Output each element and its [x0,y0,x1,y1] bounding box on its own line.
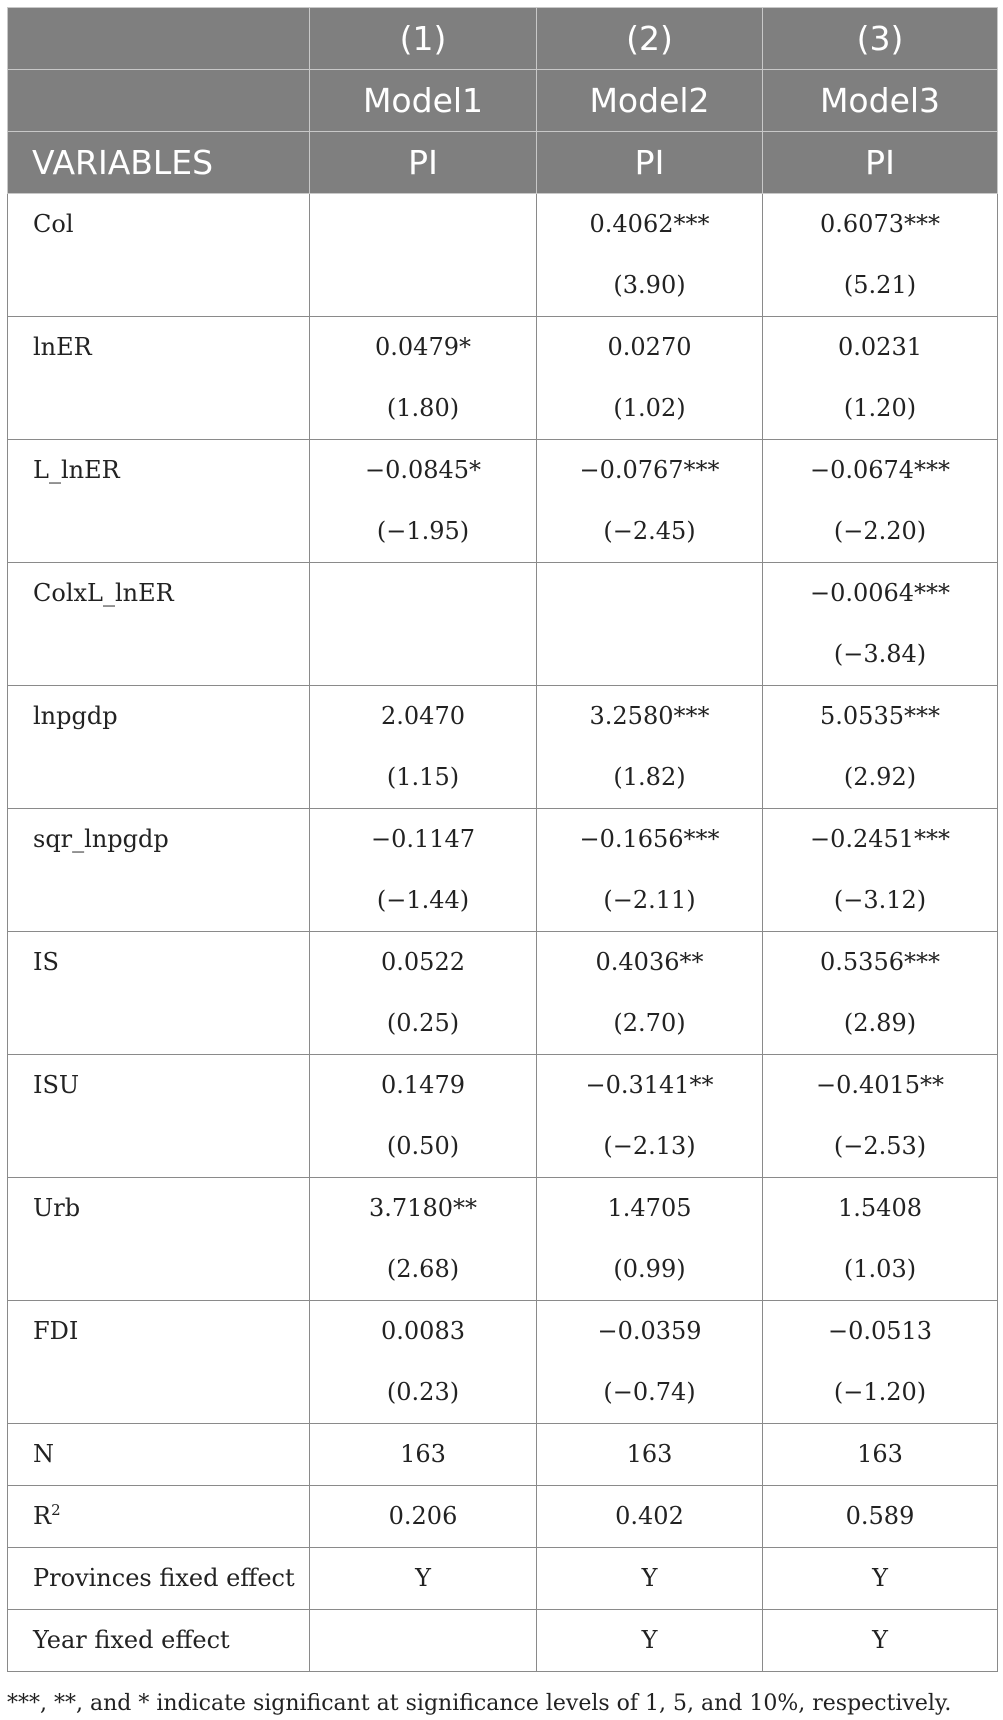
coefficient: 1.4705 [607,1194,692,1222]
coefficient [537,563,762,624]
t-statistic: (−3.12) [833,886,927,914]
coefficient: −0.2451*** [809,825,951,853]
stat-value-text: Y [415,1564,431,1592]
model3-cell [763,440,998,563]
r-superscript: 2 [51,1501,61,1519]
stat-value [310,1548,537,1610]
stat-row-year-fe [8,1610,998,1672]
header-cell: VARIABLES [8,132,310,194]
header-cell: PI [537,132,763,194]
model3-cell [763,932,998,1055]
t-statistic: (2.89) [843,1009,917,1037]
coefficient: 0.1479 [381,1071,465,1099]
variable-name: L_lnER [33,456,120,484]
stat-label [8,1548,310,1610]
t-statistic: (2.70) [613,1009,686,1037]
model3-cell [763,1301,998,1424]
model2-cell [537,932,763,1055]
model2-cell [537,1178,763,1301]
stat-label-text: N [33,1440,54,1468]
t-statistic: (−2.20) [833,517,927,545]
model1-cell [310,1178,537,1301]
model3-cell [763,1178,998,1301]
stat-value-text: 163 [857,1440,903,1468]
t-statistic: (−3.84) [833,640,927,668]
model1-cell [310,1055,537,1178]
stat-value [310,1610,537,1672]
stat-value [537,1548,763,1610]
coefficient: −0.0767*** [579,456,720,484]
coefficient: 0.0479* [375,333,471,361]
model2-cell [537,563,763,686]
variable-name-cell [8,1301,310,1424]
variable-name: Col [33,210,74,238]
stat-value [763,1548,998,1610]
t-statistic: (−1.95) [376,517,470,545]
t-statistic: (1.20) [843,394,917,422]
model3-cell [763,809,998,932]
coefficient: 0.0522 [381,948,465,976]
stat-value-text: 0.402 [615,1502,684,1530]
table-row [8,1301,998,1424]
t-statistic [310,624,536,685]
stat-value-text: 163 [400,1440,446,1468]
stat-value [310,1486,537,1548]
stat-value [537,1486,763,1548]
t-statistic: (1.03) [843,1255,917,1283]
stat-value-text: Y [872,1626,888,1654]
stat-value-text: 163 [626,1440,673,1468]
t-statistic: (0.50) [386,1132,460,1160]
stat-value [763,1486,998,1548]
table-body [8,194,998,1672]
t-statistic: (2.92) [843,763,917,791]
t-statistic: (1.80) [386,394,460,422]
regression-table-container [7,7,997,1672]
model2-cell [537,317,763,440]
coefficient: −0.3141** [585,1071,714,1099]
table-row [8,194,998,317]
header-row-model-names [8,70,998,132]
t-statistic: (1.02) [613,394,686,422]
model1-cell [310,1301,537,1424]
t-statistic: (0.99) [613,1255,686,1283]
coefficient: 0.5356*** [820,948,940,976]
variable-name-cell [8,1178,310,1301]
coefficient: −0.1147 [370,825,476,853]
variable-name-cell [8,194,310,317]
variable-name-cell [8,809,310,932]
t-statistic: (−2.45) [603,517,696,545]
coefficient: −0.0845* [364,456,482,484]
stat-value [537,1424,763,1486]
r-letter: R [33,1502,52,1530]
variable-name-cell [8,440,310,563]
model3-cell [763,1055,998,1178]
t-statistic [310,255,536,316]
header-cell: Model2 [537,70,763,132]
model2-cell [537,809,763,932]
stat-value [763,1424,998,1486]
stat-value-text [310,1610,536,1671]
t-statistic: (0.25) [386,1009,460,1037]
stat-label-text: Year fixed effect [33,1626,230,1654]
header-row-variables [8,132,998,194]
stat-value-text: Y [872,1564,888,1592]
table-row [8,1178,998,1301]
table-row [8,809,998,932]
coefficient: 0.0270 [607,333,692,361]
t-statistic: (−1.44) [376,886,470,914]
coefficient: 0.0231 [838,333,922,361]
variable-name: ISU [33,1071,80,1099]
t-statistic: (−2.11) [603,886,696,914]
header-cell [8,70,310,132]
model1-cell [310,440,537,563]
stat-row-n [8,1424,998,1486]
coefficient: −0.4015** [815,1071,945,1099]
model1-cell [310,194,537,317]
coefficient: 1.5408 [838,1194,922,1222]
model2-cell [537,194,763,317]
coefficient: 5.0535*** [820,702,940,730]
model2-cell [537,1055,763,1178]
header-row-column-numbers [8,8,998,70]
stat-value-text: 0.206 [388,1502,458,1530]
variable-name: sqr_lnpgdp [33,825,169,853]
t-statistic: (1.15) [386,763,460,791]
header-cell: PI [763,132,998,194]
variable-name-cell [8,932,310,1055]
coefficient: −0.1656*** [579,825,720,853]
variable-name-cell [8,686,310,809]
model2-cell [537,1301,763,1424]
table-row [8,563,998,686]
model3-cell [763,317,998,440]
table-row [8,932,998,1055]
model3-cell [763,194,998,317]
variable-name: ColxL_lnER [33,579,174,607]
variable-name-cell [8,563,310,686]
t-statistic: (1.82) [613,763,686,791]
table-row [8,686,998,809]
model2-cell [537,440,763,563]
header-cell: Model1 [310,70,537,132]
header-cell: PI [310,132,537,194]
t-statistic: (−1.20) [833,1378,927,1406]
stat-value-text: Y [641,1564,658,1592]
stat-value-text: 0.589 [845,1502,915,1530]
model1-cell [310,809,537,932]
t-statistic: (0.23) [386,1378,460,1406]
stat-label [8,1610,310,1672]
coefficient: 0.0083 [381,1317,465,1345]
coefficient [310,194,536,255]
t-statistic: (−2.13) [603,1132,696,1160]
variable-name-cell [8,317,310,440]
model1-cell [310,686,537,809]
header-cell: (2) [537,8,763,70]
table-row [8,317,998,440]
stat-value [763,1610,998,1672]
model1-cell [310,932,537,1055]
stat-value [537,1610,763,1672]
coefficient [310,563,536,624]
coefficient: −0.0513 [827,1317,933,1345]
table-footnote: ***, **, and * indicate significant at significance levels of 1, 5, and 10%, respectively. [7,1691,952,1716]
t-statistic: (2.68) [386,1255,460,1283]
header-cell: (1) [310,8,537,70]
coefficient: 0.6073*** [820,210,940,238]
stat-label-text [33,1486,309,1547]
model3-cell [763,686,998,809]
model2-cell [537,686,763,809]
coefficient: 3.7180** [369,1194,477,1222]
variable-name: lnER [33,333,92,361]
model1-cell [310,563,537,686]
t-statistic: (−0.74) [603,1378,696,1406]
header-cell: Model3 [763,70,998,132]
header-cell [8,8,310,70]
stat-row-provinces-fe [8,1548,998,1610]
stat-label [8,1424,310,1486]
variable-name-cell [8,1055,310,1178]
coefficient: 2.0470 [381,702,465,730]
t-statistic [537,624,762,685]
coefficient: −0.0064*** [809,579,951,607]
table-row [8,440,998,563]
t-statistic: (−2.53) [833,1132,927,1160]
variable-name: FDI [33,1317,79,1345]
coefficient: −0.0674*** [809,456,951,484]
stat-value-text: Y [641,1626,658,1654]
variable-name: Urb [33,1194,81,1222]
header-cell: (3) [763,8,998,70]
table-row [8,1055,998,1178]
t-statistic: (3.90) [613,271,686,299]
variable-name: IS [33,948,59,976]
coefficient: 3.2580*** [589,702,710,730]
t-statistic: (5.21) [843,271,917,299]
stat-row-r2 [8,1486,998,1548]
stat-value [310,1424,537,1486]
coefficient: −0.0359 [597,1317,702,1345]
model3-cell [763,563,998,686]
coefficient: 0.4036** [595,948,704,976]
variable-name: lnpgdp [33,702,118,730]
stat-label-text: Provinces fixed effect [33,1564,295,1592]
stat-label [8,1486,310,1548]
regression-table [7,7,998,1672]
table-header [8,8,998,194]
coefficient: 0.4062*** [589,210,710,238]
model1-cell [310,317,537,440]
